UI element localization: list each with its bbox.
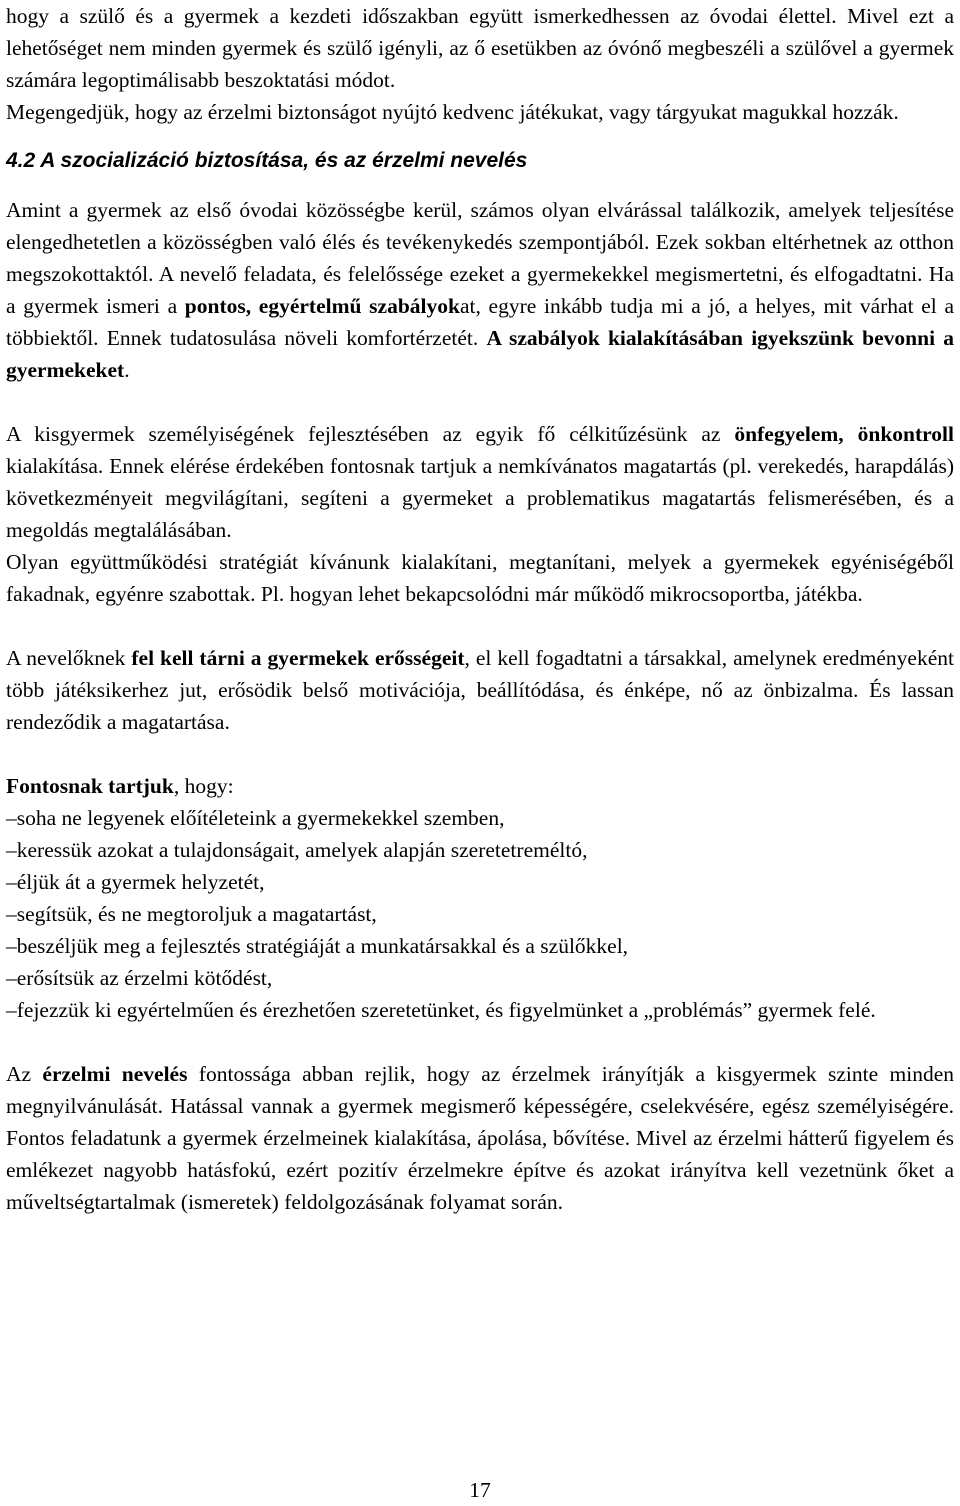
paragraph-favorite-toys: Megengedjük, hogy az érzelmi biztonságot nyújtó kedvenc játékukat, vagy tárgyukat magukkal hozzák.	[6, 100, 899, 124]
list-item: –erősítsük az érzelmi kötődést,	[6, 966, 273, 990]
paragraph-important-intro	[6, 770, 954, 802]
text-run: fontossága abban rejlik, hogy az érzelmek irányítják a kisgyermek szinte minden megnyilvánulását. Hatással vannak a gyermek megismerő képességére, cselekvésére, egész személyiségére. Fontos feladatunk a gyermek érzelmeinek kialakítása, ápolása, bővítése. Mivel az érzelmi hátterű figyelem és emlékezet nagyobb hatásfokú, ezért pozitív érzelmekre építve és azokat irányítva kell vezetnünk őket a műveltségtartalmak (ismeretek) feldolgozásának folyamat során.	[6, 1062, 955, 1214]
paragraph-intro-continued: hogy a szülő és a gyermek a kezdeti időszakban együtt ismerkedhessen az óvodai élettel. Mivel ezt a lehetőséget nem minden gyermek és szülő igényli, az ő esetükben az óvónő megbeszéli a szülővel a gyermek számára legoptimálisabb beszoktatási módot.	[6, 4, 954, 92]
paragraph-emotional-education	[6, 1058, 954, 1218]
page-number: 17	[469, 1478, 491, 1502]
paragraph-strengths	[6, 642, 954, 738]
paragraph-gap	[6, 386, 954, 418]
principles-list	[6, 802, 954, 1026]
list-item: –keressük azokat a tulajdonságait, amelyek alapján szeretetreméltó,	[6, 838, 588, 862]
document-page	[6, 0, 954, 1218]
bold-run: érzelmi nevelés	[42, 1062, 188, 1086]
text-run: , el kell fogadtatni a társakkal, amelynek eredményeként több játéksikerhez jut, erősödik belső motivációja, beállítódása, és énképe, nő az önbizalma. És lassan rendeződik a magatartása.	[6, 646, 954, 734]
text-run: .	[124, 358, 130, 382]
paragraph-self-discipline	[6, 418, 954, 546]
list-item: –éljük át a gyermek helyzetét,	[6, 870, 265, 894]
text-run: Amint a gyermek az első óvodai közösségbe kerül, számos olyan elvárással találkozik, amelyek teljesítése elengedhetetlen a közösségben való élés és tevékenykedés szempontjából. Ezek sokban eltérhetnek az otthon megszokottaktól. A nevelő feladata, és felelőssége ezeket a gyermekekkel megismertetni, és elfogadtatni. Ha a gyermek ismeri a	[6, 198, 954, 318]
list-item: –soha ne legyenek előítéleteink a gyermekekkel szemben,	[6, 806, 505, 830]
paragraph-gap	[6, 610, 954, 642]
text-run: A nevelőknek	[6, 646, 132, 670]
bold-run: pontos, egyértelmű szabályok	[184, 294, 460, 318]
paragraph-gap	[6, 738, 954, 770]
section-heading: 4.2 A szocializáció biztosítása, és az érzelmi nevelés	[6, 149, 528, 172]
text-run: kialakítása. Ennek elérése érdekében fontosnak tartjuk a nemkívánatos magatartás (pl. verekedés, harapdálás) következményeit megvilágítani, segíteni a gyermeket a problematikus magatartás felismerésében, és a megoldás megtalálásában.	[6, 454, 954, 542]
paragraph-socialization	[6, 194, 954, 386]
text-run: Az	[6, 1062, 43, 1086]
list-item: –fejezzük ki egyértelműen és érezhetően szeretetünket, és figyelmünket a „problémás” gyermek felé.	[6, 998, 876, 1022]
paragraph-cooperation-strategy: Olyan együttműködési stratégiát kívánunk kialakítani, megtanítani, melyek a gyermekek egyéniségéből fakadnak, egyénre szabottak. Pl. hogyan lehet bekapcsolódni már működő mikrocsoportba, játékba.	[6, 550, 954, 606]
list-item: –segítsük, és ne megtoroljuk a magatartást,	[6, 902, 377, 926]
list-item: –beszéljük meg a fejlesztés stratégiáját a munkatársakkal és a szülőkkel,	[6, 934, 629, 958]
text-run: , hogy:	[173, 774, 234, 798]
bold-run: A szabályok kialakításában igyekszünk bevonni a gyermekeket	[6, 326, 954, 382]
bold-run: fel kell tárni a gyermekek erősségeit	[131, 646, 465, 670]
text-run: A kisgyermek személyiségének fejlesztésében az egyik fő célkitűzésünk az	[6, 422, 735, 446]
paragraph-gap	[6, 1026, 954, 1058]
text-run: at, egyre inkább tudja mi a jó, a helyes, mit várhat el a többiektől. Ennek tudatosulása növeli komfortérzetét.	[6, 294, 954, 350]
bold-run: Fontosnak tartjuk	[6, 774, 174, 798]
bold-run: önfegyelem, önkontroll	[734, 422, 954, 446]
